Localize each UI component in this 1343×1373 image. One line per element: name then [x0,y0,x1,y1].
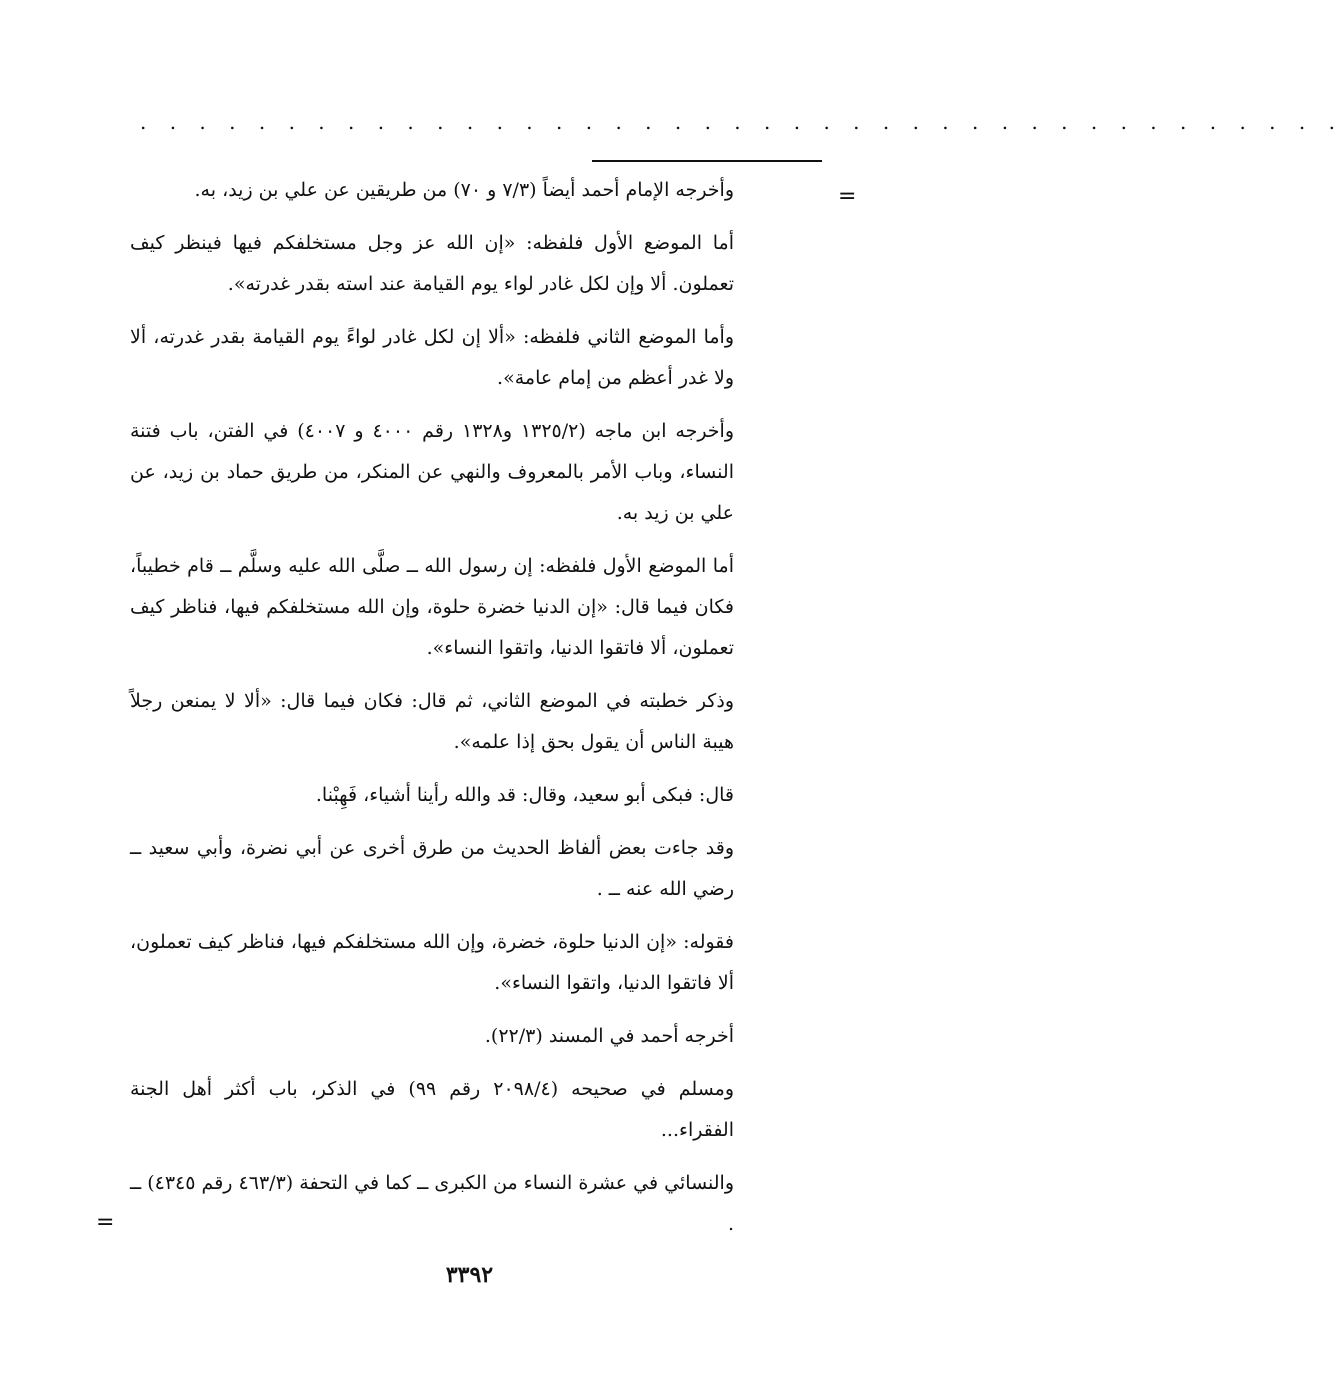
paragraph: وأما الموضع الثاني فلفظه: «ألا إن لكل غادر لواءً يوم القيامة بقدر غدرته، ألا ولا غدر أعظم من إمام عامة». [130,326,734,389]
paragraph: والنسائي في عشرة النساء من الكبرى ــ كما في التحفة (٤٦٣/٣ رقم ٤٣٤٥) ــ . [130,1172,735,1235]
paragraph: وأخرجه الإمام أحمد أيضاً (٧/٣ و ٧٠) من طريقين عن علي بن زيد، به. [194,179,734,201]
continuation-mark-bottom: = [96,1210,115,1235]
paragraph: فقوله: «إن الدنيا حلوة، خضرة، وإن الله مستخلفكم فيها، فناظر كيف تعملون، ألا فاتقوا الدنيا، واتقوا النساء». [130,931,734,994]
footnote-rule [592,160,822,162]
paragraph: وذكر خطبته في الموضع الثاني، ثم قال: فكان فيما قال: «ألا لا يمنعن رجلاً هيبة الناس أن يقول بحق إذا علمه». [130,690,734,753]
page-number: ٣٣٩٢ [445,1262,494,1288]
dotted-separator: . . . . . . . . . . . . . . . . . . . . . . . . . . . . . . . . . . . . . . . . . [140,110,1343,134]
continuation-mark-top: = [838,184,857,209]
paragraph: وأخرجه ابن ماجه (١٣٢٥/٢ و١٣٢٨ رقم ٤٠٠٠ و ٤٠٠٧) في الفتن، باب فتنة النساء، وباب الأمر بالمعروف والنهي عن المنكر، من طريق حماد بن زيد، عن علي بن زيد به. [130,420,734,524]
paragraph: ومسلم في صحيحه (٢٠٩٨/٤ رقم ٩٩) في الذكر، باب أكثر أهل الجنة الفقراء... [130,1078,735,1141]
paragraph: أما الموضع الأول فلفظه: إن رسول الله ــ صلَّى الله عليه وسلَّم ــ قام خطيباً، فكان فيما قال: «إن الدنيا خضرة حلوة، وإن الله مستخلفكم فيها، فناظر كيف تعملون، ألا فاتقوا الدنيا، واتقوا النساء». [130,555,734,659]
paragraph: وقد جاءت بعض ألفاظ الحديث من طرق أخرى عن أبي نضرة، وأبي سعيد ــ رضي الله عنه ــ . [130,837,734,900]
paragraph: قال: فبكى أبو سعيد، وقال: قد والله رأينا أشياء، فَهِبْنا. [315,784,734,806]
paragraph: أخرجه أحمد في المسند (٢٢/٣). [484,1025,734,1047]
paragraph: أما الموضع الأول فلفظه: «إن الله عز وجل مستخلفكم فيها فينظر كيف تعملون. ألا وإن لكل غادر لواء يوم القيامة عند استه بقدر غدرته». [130,232,734,295]
footnote-text [130,170,734,1257]
